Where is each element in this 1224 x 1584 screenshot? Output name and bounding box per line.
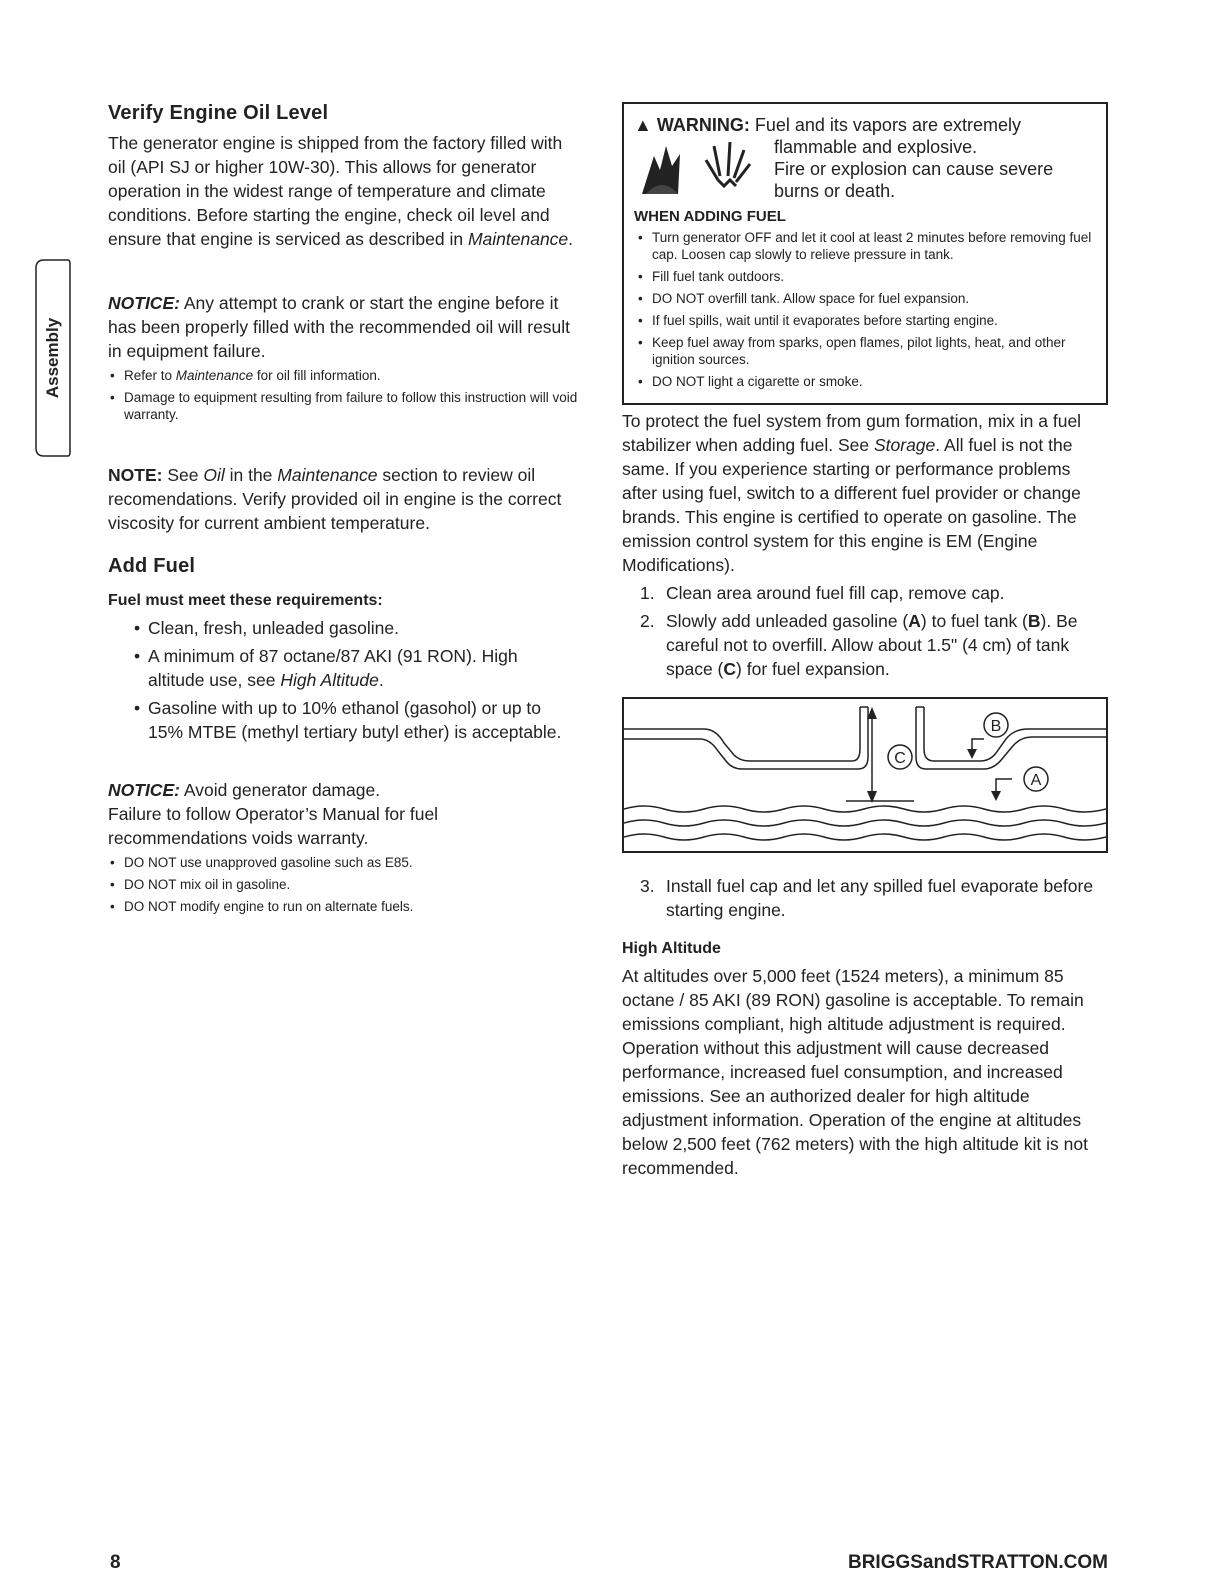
warning-bullet: • DO NOT overfill tank. Allow space for fuel expansion. (652, 290, 1096, 307)
fuel-tank-diagram (622, 697, 1108, 853)
fuel-requirements-list (108, 616, 578, 744)
notice-label: NOTICE: (108, 780, 180, 800)
fuel-steps (622, 581, 1108, 681)
left-column (108, 102, 578, 920)
notice-oil-bullet: • Refer to Maintenance for oil fill information. (124, 367, 578, 384)
altitude-heading: High Altitude (622, 940, 721, 957)
fuel-step: 3. Install fuel cap and let any spilled fuel evaporate before starting engine. (640, 876, 1094, 920)
label-c (888, 745, 912, 769)
fuel-requirement: • Clean, fresh, unleaded gasoline. (148, 616, 578, 640)
svg-text:A: A (1030, 772, 1042, 789)
oil-paragraph: The generator engine is shipped from the factory filled with oil (API SJ or higher 10W-30). This allows for generator operation in the widest range of temperature and climate conditions. Before starting the engine, check oil level and ensure that engine is serviced as described in Maintenance. (108, 133, 574, 249)
notice-label: NOTICE: (108, 293, 180, 313)
notice-oil-bullet: • Damage to equipment resulting from failure to follow this instruction will void warranty. (124, 389, 578, 423)
svg-text:C: C (894, 750, 906, 767)
warning-triangle-icon: ▲ (634, 115, 652, 135)
notice-fuel-bullet: • DO NOT modify engine to run on alternate fuels. (124, 898, 578, 915)
warning-bullet: • If fuel spills, wait until it evaporates before starting engine. (652, 312, 1096, 329)
notice-oil: NOTICE: Any attempt to crank or start the engine before it has been properly filled with the recommended oil will result in equipment failure. • Refer to Maintenance for oil fill information. • Damage to equipment resulting from failure to follow this instruction will void warranty. (108, 291, 578, 423)
label-b (984, 713, 1008, 737)
fire-explosion-icon (634, 136, 774, 200)
notice-fuel-bullet: • DO NOT use unapproved gasoline such as E85. (124, 854, 578, 871)
fuel-warning-box: ▲ WARNING: Fuel and its vapors are extremely flammable and explosive. Fire or explosion can cause severe burns or death. WHEN ADDING FUEL • Turn generator OFF and let it cool at least 2 minutes before removing fuel cap. Loosen cap slowly to relieve pressure in tank. • Fill fuel tank outdoors. • DO NOT overfill tank. Allow space for fuel expansion. • If fuel spills, wait until it evaporates before starting engine. • Keep fuel away from sparks, open flames, pilot lights, heat, and other ignition sources. • DO NOT light a cigarette or smoke. (622, 102, 1108, 405)
label-a (1024, 767, 1048, 791)
right-column (622, 102, 1108, 1180)
fuel-steps-continued (622, 874, 1108, 922)
fuel-step: 1. Clean area around fuel fill cap, remove cap. (640, 583, 1005, 603)
fuel-heading: Add Fuel (108, 555, 196, 577)
page-number: 8 (110, 1552, 121, 1573)
warning-bullet: • Fill fuel tank outdoors. (652, 268, 1096, 285)
fuel-step: 2. Slowly add unleaded gasoline (A) to fuel tank (B). Be careful not to overfill. Allow about 1.5" (4 cm) of tank space (C) for fuel expansion. (640, 611, 1078, 679)
fuel-requirement: • Gasoline with up to 10% ethanol (gasohol) or up to 15% MTBE (methyl tertiary butyl ether) is acceptable. (148, 696, 578, 744)
assembly-side-tab (34, 258, 72, 458)
warning-bullet: • DO NOT light a cigarette or smoke. (652, 373, 1096, 390)
notice-fuel: NOTICE: Avoid generator damage. Failure to follow Operator’s Manual for fuel recommendations voids warranty. • DO NOT use unapproved gasoline such as E85. • DO NOT mix oil in gasoline. • DO NOT modify engine to run on alternate fuels. (108, 778, 578, 915)
note-paragraph: NOTE: See Oil in the Maintenance section to review oil recomendations. Verify provided oil in engine is the correct viscosity for current ambient temperature. (108, 465, 562, 533)
warning-subheading: WHEN ADDING FUEL (634, 208, 786, 225)
altitude-paragraph: At altitudes over 5,000 feet (1524 meters), a minimum 85 octane / 85 AKI (89 RON) gasoline is acceptable. To remain emissions compliant, high altitude adjustment is required. Operation without this adjustment will cause decreased performance, increased fuel consumption, and increased emissions. See an authorized dealer for high altitude adjustment information. Operation of the engine at altitudes below 2,500 feet (762 meters) with the high altitude kit is not recommended. (622, 966, 1088, 1178)
oil-heading: Verify Engine Oil Level (108, 102, 329, 124)
notice-fuel-bullet: • DO NOT mix oil in gasoline. (124, 876, 578, 893)
svg-text:B: B (990, 718, 1002, 735)
warning-bullet: • Keep fuel away from sparks, open flames, pilot lights, heat, and other ignition sources. (652, 334, 1096, 368)
side-tab-label: Assembly (43, 317, 62, 399)
fuel-requirement: • A minimum of 87 octane/87 AKI (91 RON). High altitude use, see High Altitude. (148, 644, 578, 692)
stabilizer-paragraph: To protect the fuel system from gum formation, mix in a fuel stabilizer when adding fuel. See Storage. All fuel is not the same. If you experience starting or performance problems after using fuel, switch to a different fuel provider or change brands. This engine is certified to operate on gasoline. The emission control system for this engine is EM (Engine Modifications). (622, 411, 1082, 575)
warning-label: WARNING: (656, 115, 750, 135)
website-footer: BRIGGSandSTRATTON.COM (847, 1552, 1108, 1573)
warning-bullet: • Turn generator OFF and let it cool at least 2 minutes before removing fuel cap. Loosen cap slowly to relieve pressure in tank. (652, 229, 1096, 263)
fuel-requirements-heading: Fuel must meet these requirements: (108, 592, 383, 609)
